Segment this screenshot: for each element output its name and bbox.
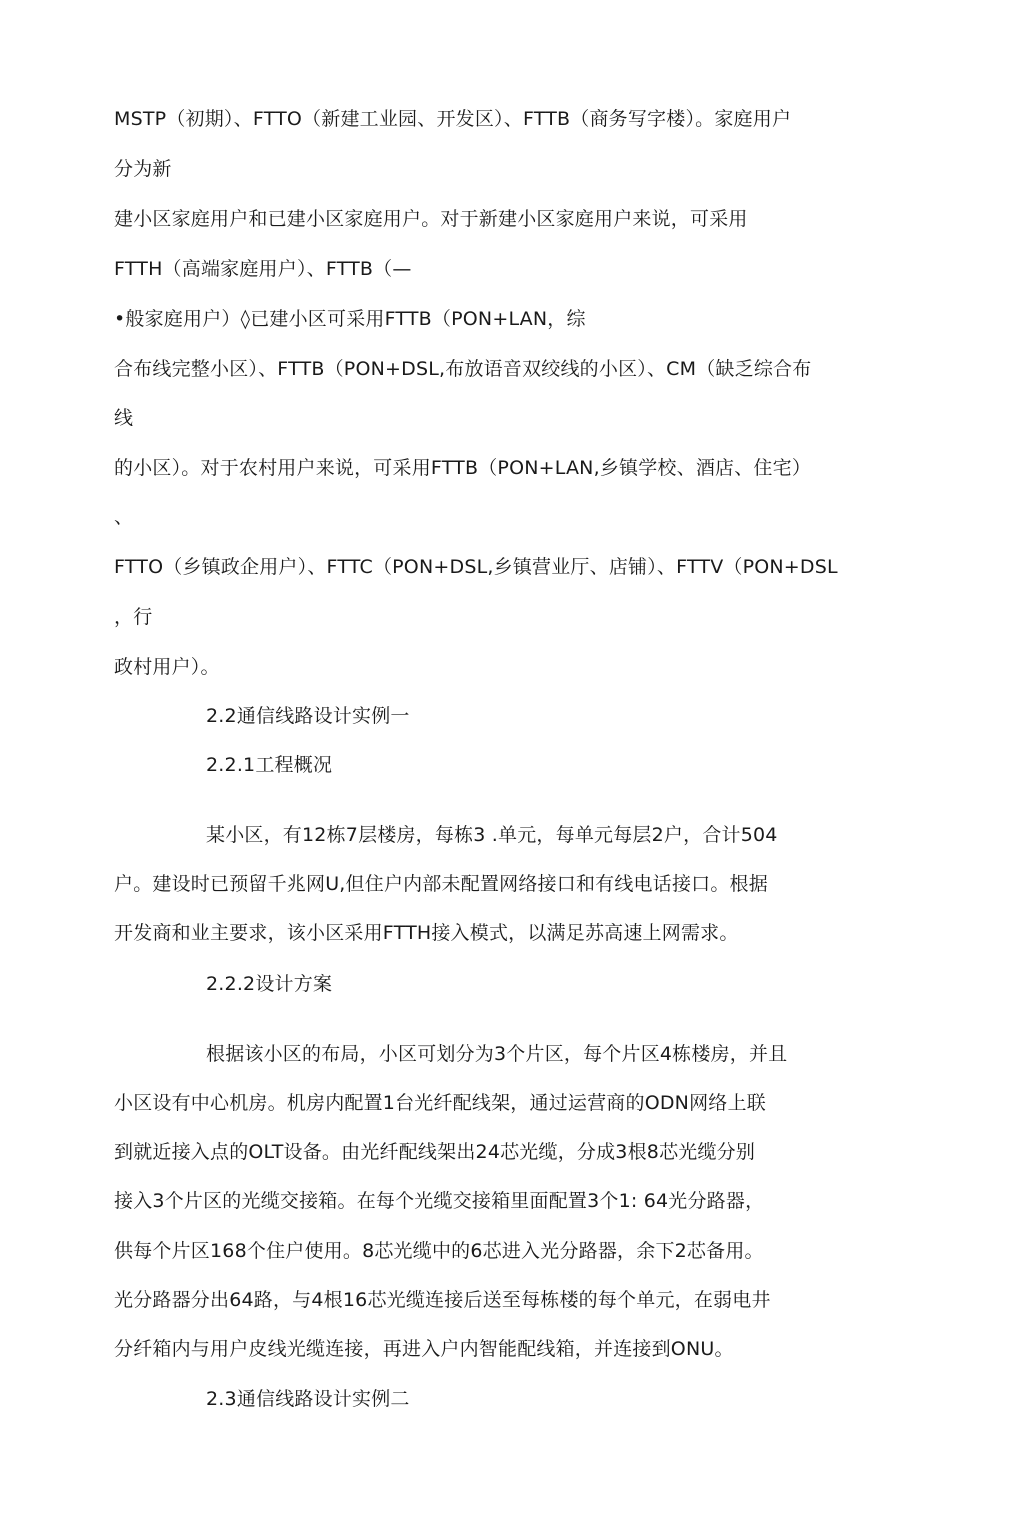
text-line: 的小区）。对于农村用户来说，可采用FTTB（PON+LAN,乡镇学校、酒店、住宅） xyxy=(114,457,812,479)
text-line: ，行 xyxy=(114,606,153,628)
text-line: 光分路器分出64路，与4根16芯光缆连接后送至每栋楼的每个单元，在弱电井 xyxy=(114,1289,771,1311)
text-line: 某小区，有12栋7层楼房，每栋3 .单元，每单元每层2户，合计504 xyxy=(206,824,778,846)
text-line: 户。建设时已预留千兆网U,但住户内部未配置网络接口和有线电话接口。根据 xyxy=(114,873,768,895)
text-line: FTTH（高端家庭用户）、FTTB（— xyxy=(114,258,412,280)
text-line: FTTO（乡镇政企用户）、FTTC（PON+DSL,乡镇营业厅、店铺）、FTTV（PON+DSL xyxy=(114,556,838,578)
text-line: 线 xyxy=(114,407,134,429)
text-line: 合布线完整小区）、FTTB（PON+DSL,布放语音双绞线的小区）、CM（缺乏综合布 xyxy=(114,358,812,380)
subsection-heading: 2.2.1工程概况 xyxy=(206,754,333,776)
text-line: 分纤箱内与用户皮线光缆连接，再进入户内智能配线箱，并连接到ONU。 xyxy=(114,1338,734,1360)
text-line: MSTP（初期）、FTTO（新建工业园、开发区）、FTTB（商务写字楼）。家庭用户 xyxy=(114,108,792,130)
text-line: 开发商和业主要求，该小区采用FTTH接入模式，以满足苏高速上网需求。 xyxy=(114,922,739,944)
section-heading: 2.2通信线路设计实例一 xyxy=(206,705,410,727)
text-line: •般家庭用户）◊已建小区可采用FTTB（PON+LAN，综 xyxy=(114,308,586,330)
text-line: 、 xyxy=(114,506,134,528)
text-line: 分为新 xyxy=(114,158,172,180)
text-line: 小区设有中心机房。机房内配置1台光纤配线架，通过运营商的ODN网络上联 xyxy=(114,1092,766,1114)
text-line: 建小区家庭用户和已建小区家庭用户。对于新建小区家庭用户来说，可采用 xyxy=(114,208,748,230)
text-line: 根据该小区的布局，小区可划分为3个片区，每个片区4栋楼房，并且 xyxy=(206,1043,788,1065)
subsection-heading: 2.2.2设计方案 xyxy=(206,973,333,995)
text-line: 到就近接入点的OLT设备。由光纤配线架出24芯光缆，分成3根8芯光缆分别 xyxy=(114,1141,756,1163)
text-line: 供每个片区168个住户使用。8芯光缆中的6芯进入光分路器，余下2芯备用。 xyxy=(114,1240,764,1262)
text-line: 政村用户）。 xyxy=(114,656,220,678)
text-line: 接入3个片区的光缆交接箱。在每个光缆交接箱里面配置3个1: 64光分路器， xyxy=(114,1190,765,1212)
section-heading: 2.3通信线路设计实例二 xyxy=(206,1388,410,1410)
